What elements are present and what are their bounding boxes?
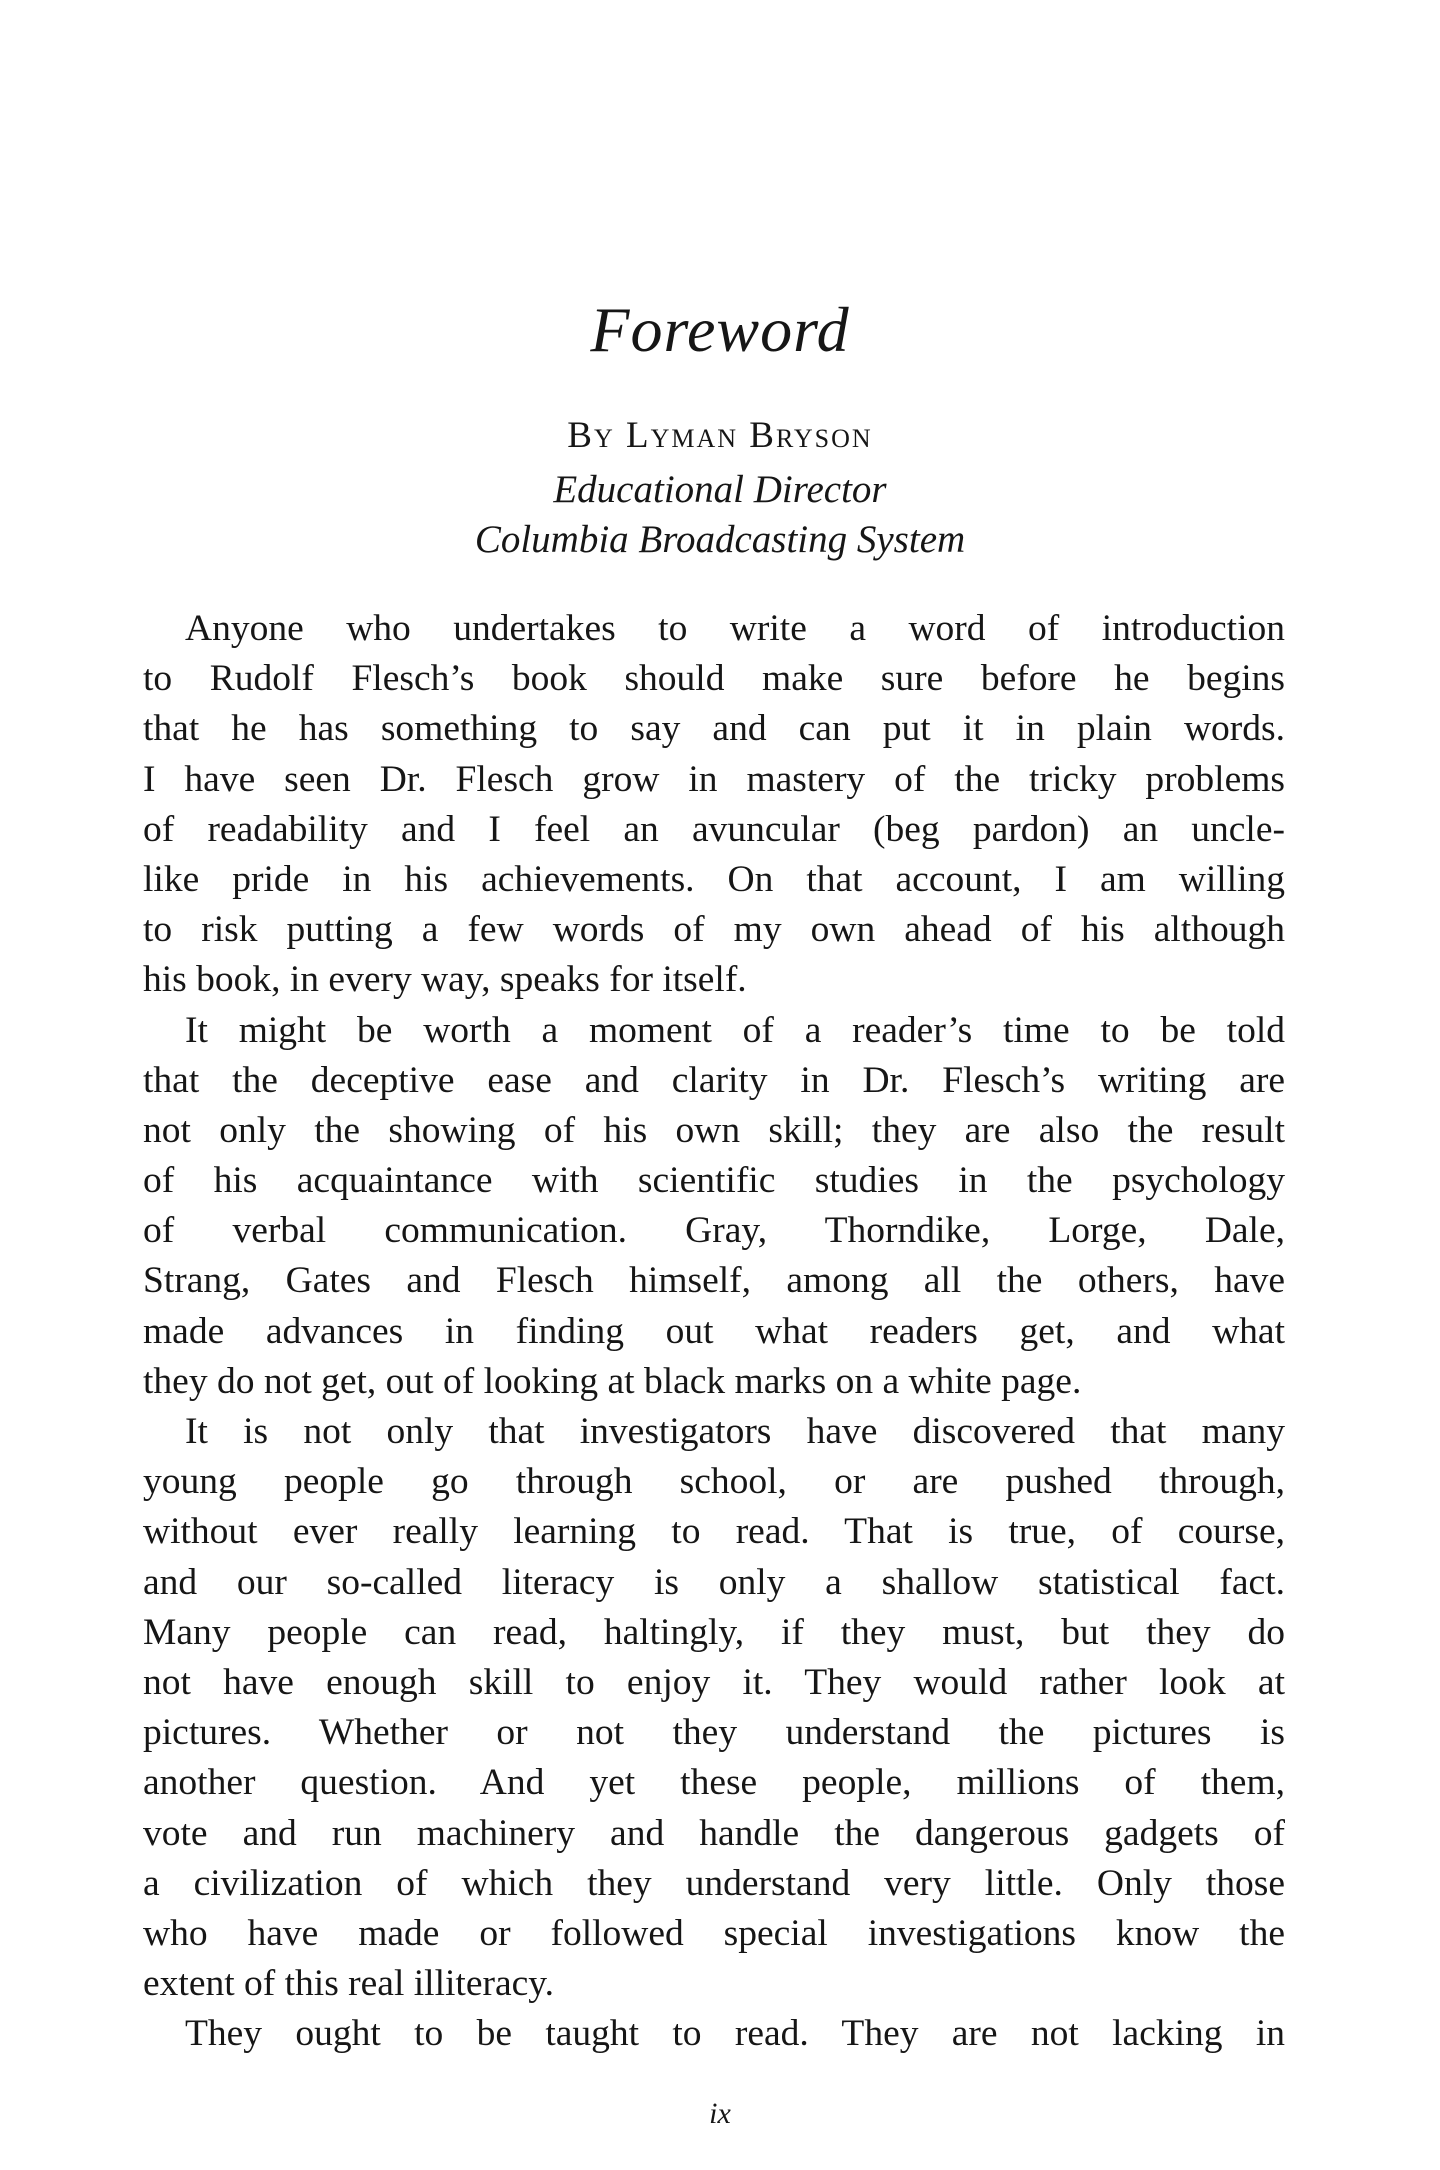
text-line: that he has something to say and can put it in plain words. — [143, 708, 1285, 750]
text-line: young people go through school, or are pushed through, — [143, 1461, 1285, 1503]
paragraph-1 — [143, 604, 1285, 1006]
text-line: like pride in his achievements. On that account, I am willing — [143, 858, 1285, 900]
text-line: made advances in finding out what readers get, and what — [143, 1310, 1285, 1352]
text-line: vote and run machinery and handle the dangerous gadgets of — [143, 1812, 1285, 1854]
foreword-body — [143, 604, 1285, 2059]
text-line: that the deceptive ease and clarity in Dr. Flesch’s writing are — [143, 1059, 1285, 1101]
foreword-title: Foreword — [590, 294, 850, 365]
text-line: another question. And yet these people, millions of them, — [143, 1762, 1285, 1804]
text-line: not have enough skill to enjoy it. They would rather look at — [143, 1661, 1285, 1703]
text-line: It is not only that investigators have discovered that many — [185, 1411, 1285, 1452]
text-line: They ought to be taught to read. They are not lacking in — [185, 2013, 1285, 2055]
author-role: Educational Director — [553, 468, 887, 511]
text-line: of his acquaintance with scientific studies in the psychology — [143, 1160, 1285, 1202]
text-line: his book, in every way, speaks for itself. — [143, 959, 747, 1001]
text-line: without ever really learning to read. That is true, of course, — [143, 1511, 1285, 1553]
paragraph-2 — [143, 1006, 1285, 1408]
text-line: pictures. Whether or not they understand the pictures is — [143, 1712, 1285, 1754]
paragraph-3 — [143, 1407, 1285, 2009]
text-line: a civilization of which they understand very little. Only those — [143, 1862, 1285, 1904]
text-line: Anyone who undertakes to write a word of introduction — [185, 608, 1285, 649]
text-line: not only the showing of his own skill; they are also the result — [143, 1109, 1285, 1151]
text-line: of verbal communication. Gray, Thorndike, Lorge, Dale, — [143, 1210, 1285, 1252]
author-byline: By Lyman Bryson — [567, 415, 873, 456]
author-organization: Columbia Broadcasting System — [474, 518, 966, 561]
text-line: of readability and I feel an avuncular (beg pardon) an uncle- — [143, 808, 1285, 850]
text-line: Strang, Gates and Flesch himself, among all the others, have — [143, 1260, 1285, 1302]
text-line: Many people can read, haltingly, if they must, but they do — [143, 1611, 1285, 1653]
paragraph-4 — [143, 2009, 1285, 2059]
text-line: It might be worth a moment of a reader’s time to be told — [185, 1009, 1285, 1051]
text-line: who have made or followed special investigations know the — [143, 1912, 1285, 1954]
text-line: and our so-called literacy is only a shallow statistical fact. — [143, 1561, 1285, 1603]
text-line: they do not get, out of looking at black marks on a white page. — [143, 1360, 1082, 1402]
page-number: ix — [709, 2097, 731, 2130]
text-line: to risk putting a few words of my own ahead of his although — [143, 909, 1285, 951]
text-line: extent of this real illiteracy. — [143, 1963, 554, 2005]
text-line: I have seen Dr. Flesch grow in mastery of the tricky problems — [143, 758, 1285, 800]
text-line: to Rudolf Flesch’s book should make sure before he begins — [143, 658, 1285, 700]
